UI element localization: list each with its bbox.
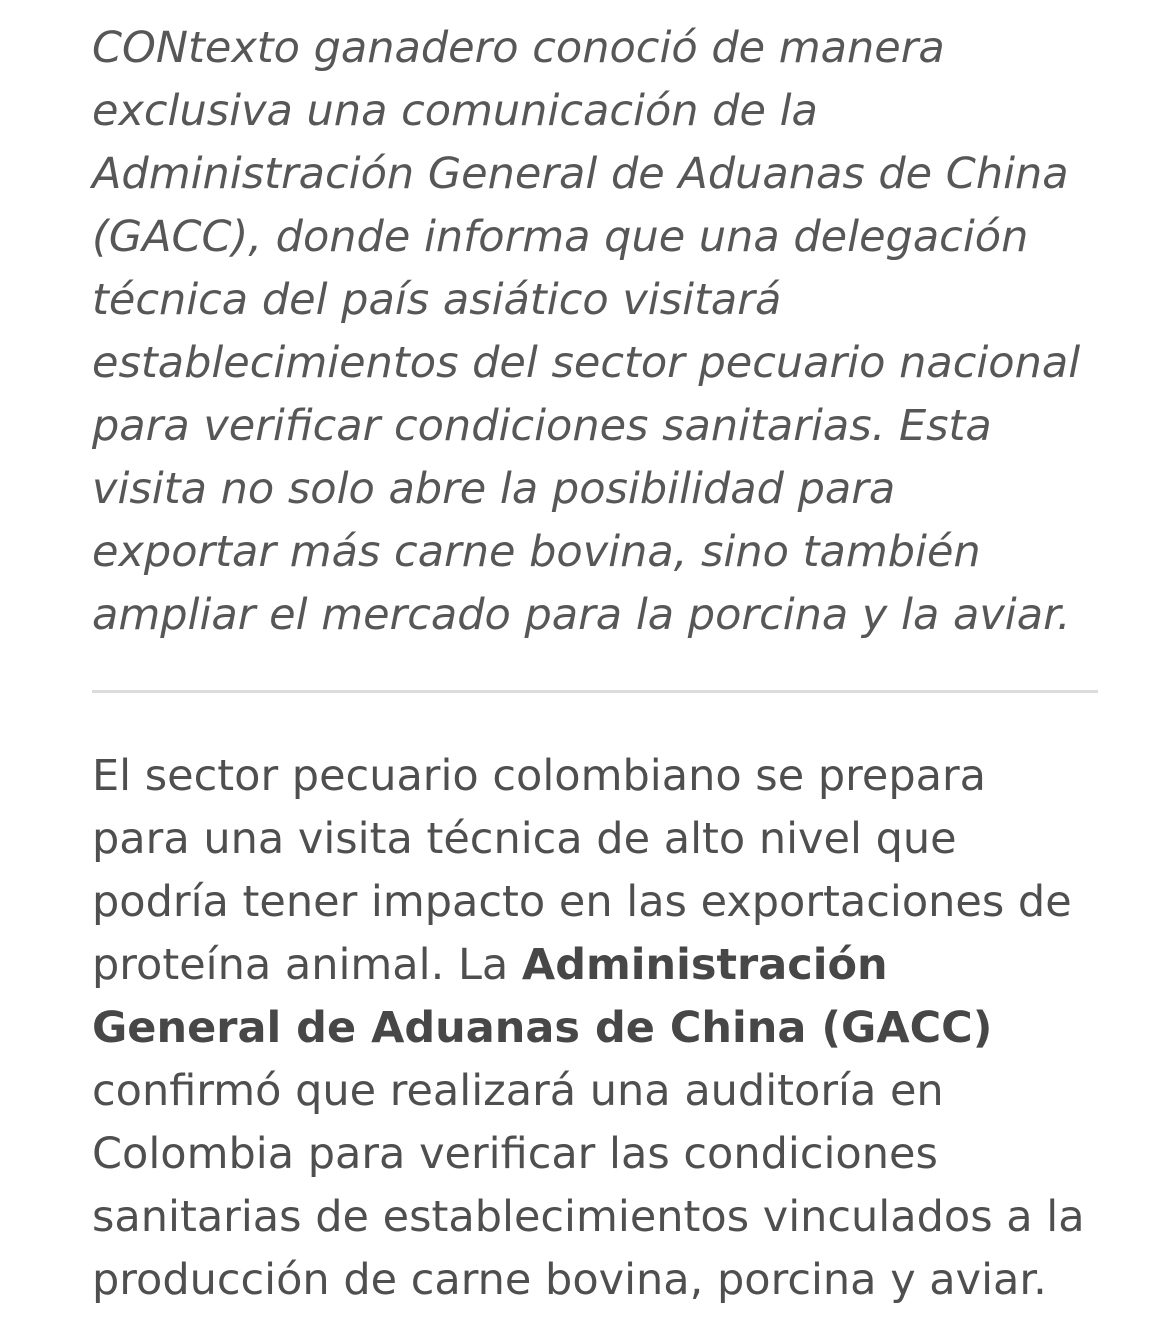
body-bold-segment: Administración	[521, 940, 888, 990]
lead-line: exportar más carne bovina, sino también	[92, 527, 981, 577]
body-line	[92, 1123, 1152, 1186]
body-line	[92, 1249, 1152, 1312]
body-text-segment: Colombia para verificar las condiciones	[92, 1129, 938, 1179]
article-lead	[92, 17, 1152, 647]
article-body	[92, 745, 1152, 1312]
body-line	[92, 1186, 1152, 1249]
lead-line: técnica del país asiático visitará	[92, 275, 782, 325]
body-line	[92, 934, 1152, 997]
section-divider	[92, 690, 1098, 693]
body-line	[92, 808, 1152, 871]
body-text-segment: sanitarias de establecimientos vinculados a la	[92, 1192, 1085, 1242]
lead-line: Administración General de Aduanas de China	[92, 149, 1069, 199]
body-text-segment: proteína animal. La	[92, 940, 522, 990]
body-text-segment: producción de carne bovina, porcina y aviar.	[92, 1255, 1047, 1305]
body-line	[92, 1060, 1152, 1123]
body-line	[92, 871, 1152, 934]
lead-line: exclusiva una comunicación de la	[92, 86, 818, 136]
lead-line: ampliar el mercado para la porcina y la aviar.	[92, 590, 1071, 640]
lead-line: CONtexto ganadero conoció de manera	[92, 23, 945, 73]
lead-line: visita no solo abre la posibilidad para	[92, 464, 896, 514]
lead-line: para verificar condiciones sanitarias. Esta	[92, 401, 992, 451]
lead-line: establecimientos del sector pecuario nacional	[92, 338, 1081, 388]
body-text-segment: confirmó que realizará una auditoría en	[92, 1066, 944, 1116]
body-text-segment: para una visita técnica de alto nivel que	[92, 814, 957, 864]
body-text-segment: El sector pecuario colombiano se prepara	[92, 751, 986, 801]
body-bold-segment: General de Aduanas de China (GACC)	[92, 1003, 993, 1053]
body-line	[92, 745, 1152, 808]
lead-line: (GACC), donde informa que una delegación	[92, 212, 1029, 262]
body-text-segment: podría tener impacto en las exportaciones de	[92, 877, 1072, 927]
body-line	[92, 997, 1152, 1060]
